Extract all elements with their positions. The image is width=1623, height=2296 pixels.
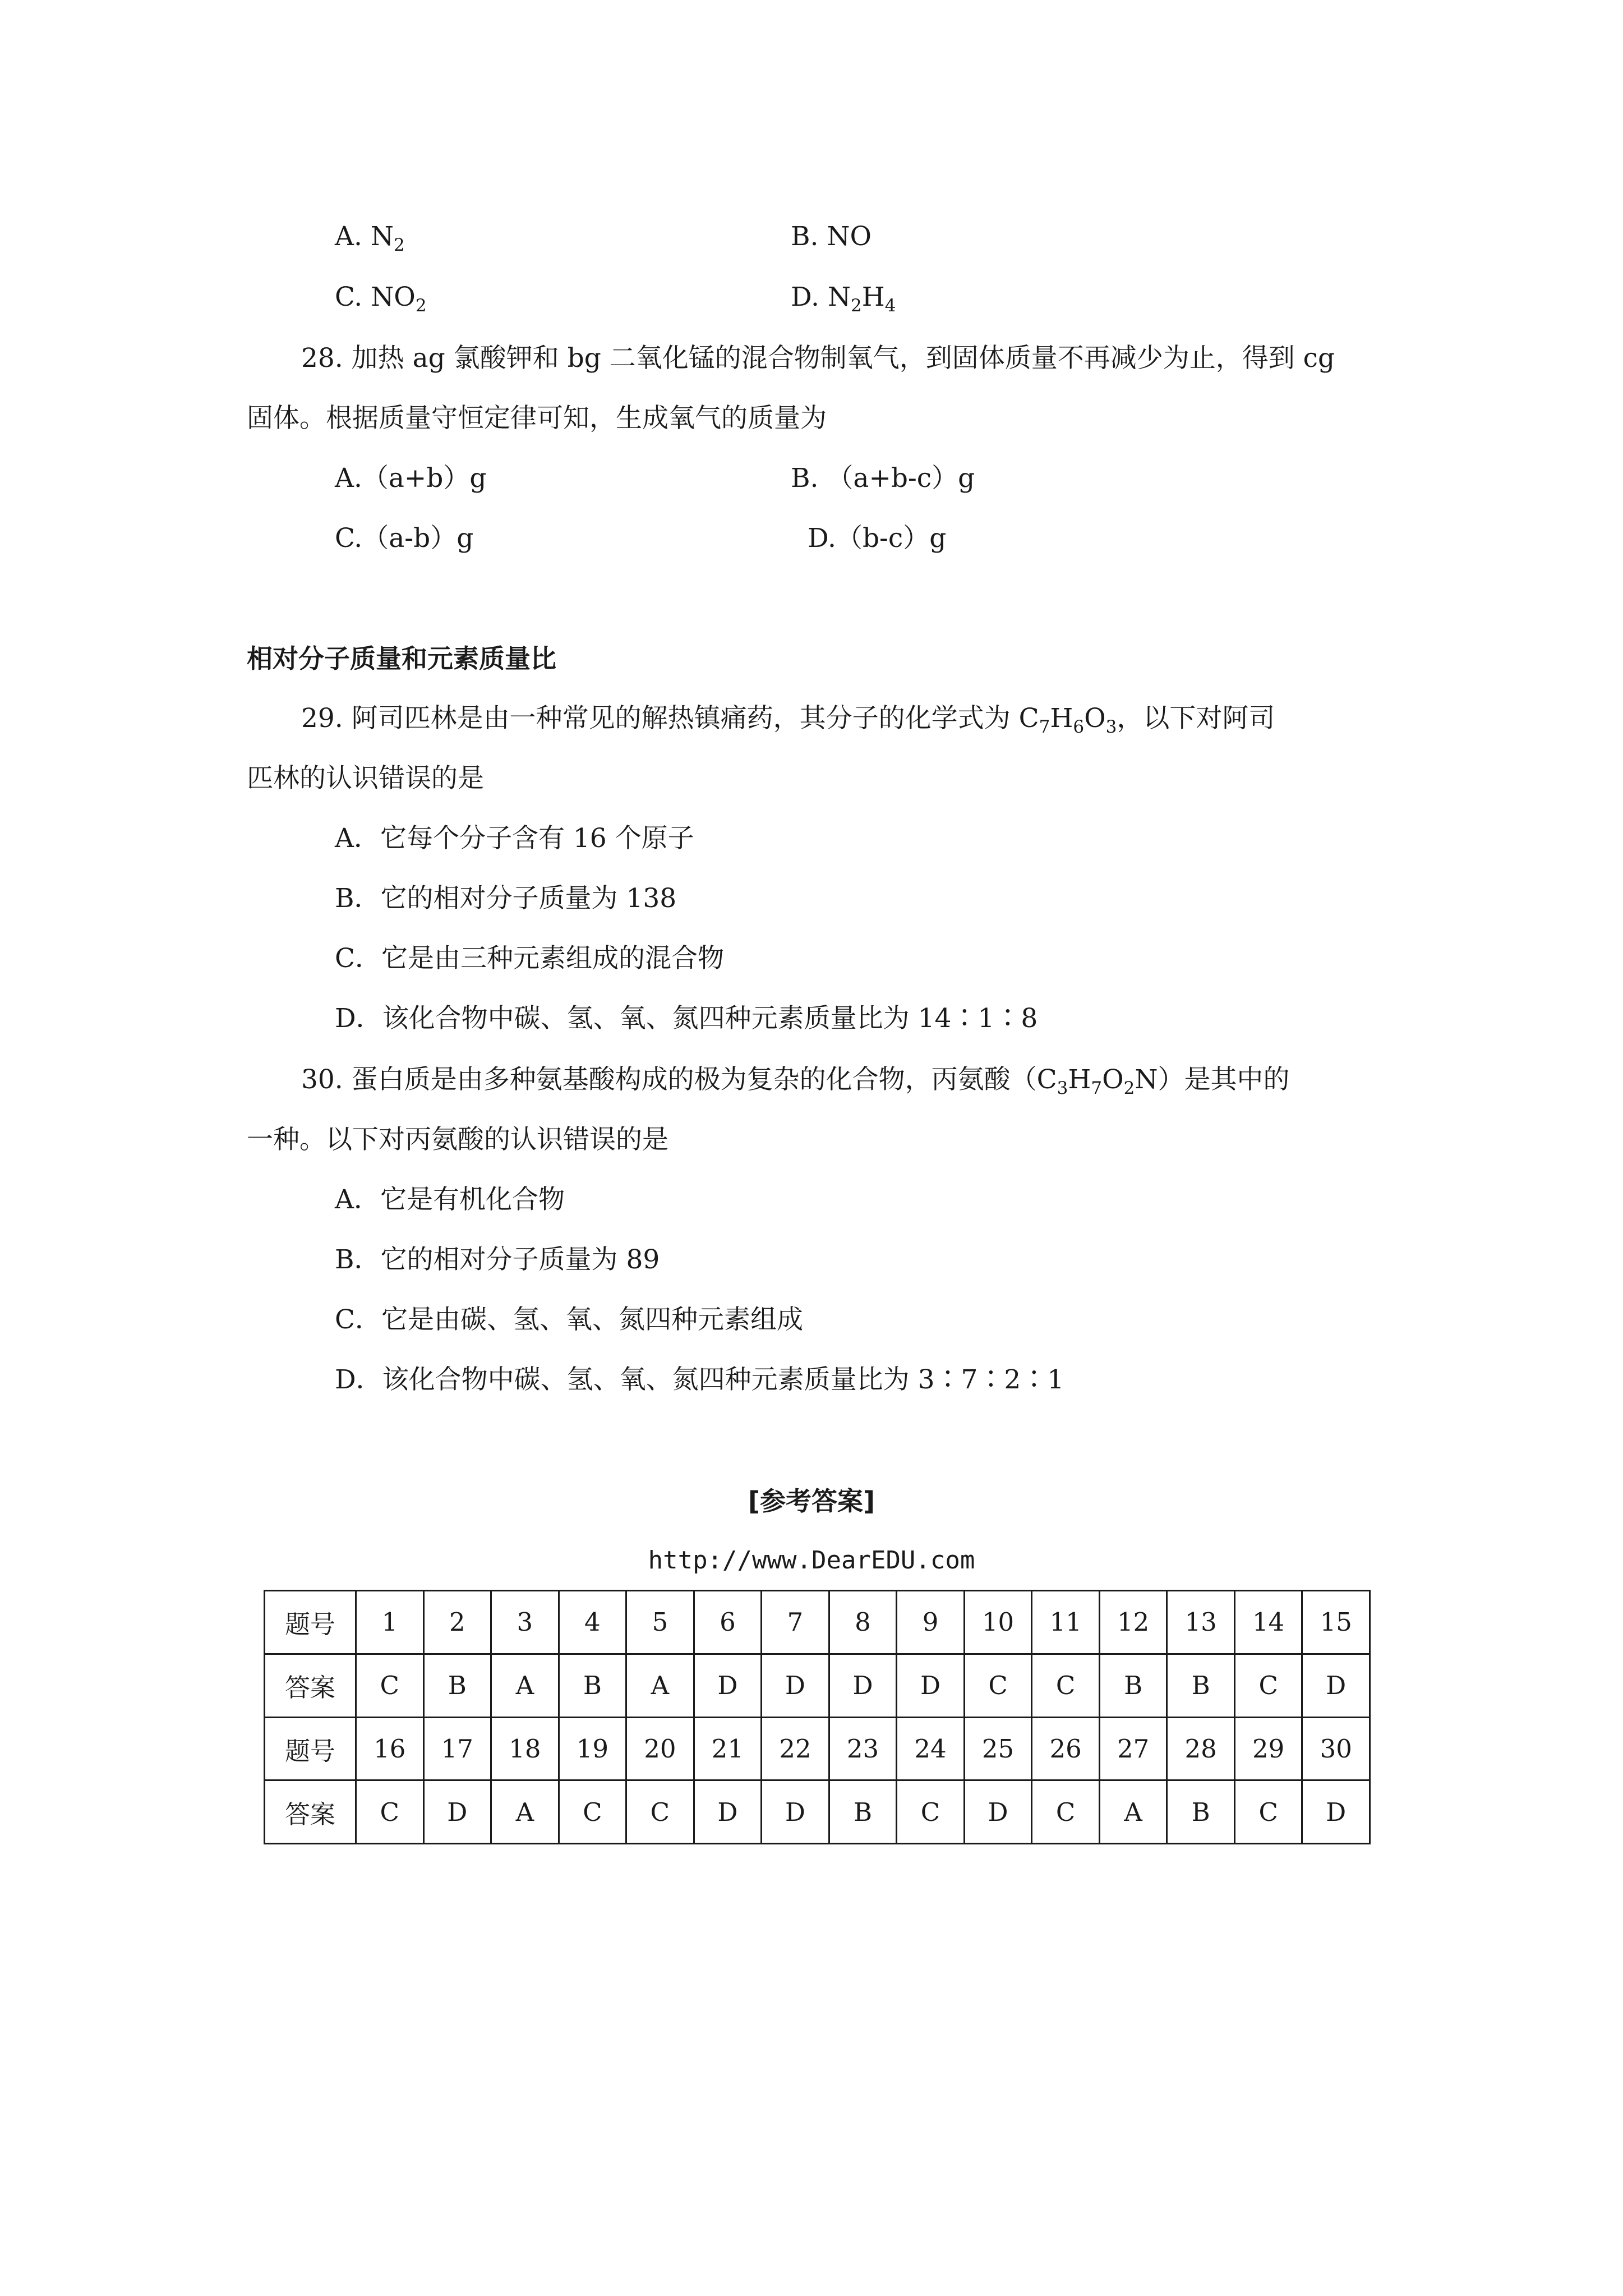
answer-cell: A: [1099, 1780, 1167, 1844]
question-number: 25: [964, 1717, 1032, 1780]
answer-cell: C: [1032, 1654, 1100, 1717]
q28-option-b: B. （a+b-c）g: [791, 463, 975, 494]
source-url: http://www.DearEDU.com: [648, 1546, 975, 1575]
q27-option-d: D. $N_2H_4$: [791, 282, 896, 316]
question-number: 17: [423, 1717, 491, 1780]
question-number: 19: [559, 1717, 626, 1780]
q29-stem-line2: 匹林的认识错误的是: [247, 763, 484, 794]
answer-cell: C: [356, 1654, 424, 1717]
table-row: [265, 1654, 1370, 1717]
question-number: 8: [829, 1591, 897, 1654]
answer-cell: D: [829, 1654, 897, 1717]
answer-cell: B: [423, 1654, 491, 1717]
answer-cell: C: [356, 1780, 424, 1844]
answer-cell: B: [1167, 1654, 1235, 1717]
question-number: 13: [1167, 1591, 1235, 1654]
answer-cell: B: [829, 1780, 897, 1844]
question-number: 12: [1099, 1591, 1167, 1654]
answer-cell: D: [964, 1780, 1032, 1844]
question-number: 4: [559, 1591, 626, 1654]
question-number: 18: [491, 1717, 559, 1780]
q30-option-d: D．该化合物中碳、氢、氧、氮四种元素质量比为 3∶7∶2∶1: [335, 1364, 1064, 1395]
answer-cell: C: [1234, 1780, 1302, 1844]
question-number: 20: [626, 1717, 694, 1780]
answer-cell: B: [559, 1654, 626, 1717]
question-number: 26: [1032, 1717, 1100, 1780]
q27-option-c: C. $NO_2$: [335, 282, 427, 316]
q30-stem-line1: 30. 蛋白质是由多种氨基酸构成的极为复杂的化合物，丙氨酸$(C_3H_7O_2N)$是其中的: [301, 1064, 1290, 1098]
answer-cell: D: [1302, 1780, 1370, 1844]
q27-option-a: A. $N_2$: [335, 221, 405, 255]
question-number: 11: [1032, 1591, 1100, 1654]
answer-cell: D: [423, 1780, 491, 1844]
q29-option-c: C．它是由三种元素组成的混合物: [335, 943, 724, 974]
answer-cell: B: [1167, 1780, 1235, 1844]
q30-stem-line2: 一种。以下对丙氨酸的认识错误的是: [247, 1124, 668, 1155]
answer-cell: D: [1302, 1654, 1370, 1717]
q29-option-a: A．它每个分子含有 16 个原子: [335, 823, 694, 854]
q29-option-b: B．它的相对分子质量为 138: [335, 883, 677, 914]
answer-cell: D: [762, 1780, 829, 1844]
q29-stem-line1: 29. 阿司匹林是由一种常见的解热镇痛药，其分子的化学式为 $C_7H_6O_3$，以下对阿司: [301, 703, 1275, 737]
answer-cell: C: [964, 1654, 1032, 1717]
answer-table: [264, 1590, 1371, 1844]
answer-label: 答案: [265, 1780, 356, 1844]
question-number: 23: [829, 1717, 897, 1780]
answer-title: [参考答案]: [748, 1486, 875, 1516]
question-number: 16: [356, 1717, 424, 1780]
answer-cell: C: [1032, 1780, 1100, 1844]
q28-option-d: D.（b-c）g: [808, 523, 947, 554]
question-number: 10: [964, 1591, 1032, 1654]
q28-stem-line2: 固体。根据质量守恒定律可知，生成氧气的质量为: [247, 403, 827, 434]
q30-option-a: A．它是有机化合物: [335, 1184, 565, 1215]
answer-cell: C: [1234, 1654, 1302, 1717]
question-number: 24: [897, 1717, 965, 1780]
question-number: 28: [1167, 1717, 1235, 1780]
question-number: 7: [762, 1591, 829, 1654]
table-row: [265, 1591, 1370, 1654]
q28-option-c: C.（a-b）g: [335, 523, 474, 554]
answer-cell: D: [694, 1780, 762, 1844]
number-label: 题号: [265, 1591, 356, 1654]
answer-cell: A: [491, 1654, 559, 1717]
q28-option-a: A.（a+b）g: [335, 463, 487, 494]
answer-cell: C: [626, 1780, 694, 1844]
q30-option-c: C．它是由碳、氢、氧、氮四种元素组成: [335, 1304, 803, 1335]
question-number: 2: [423, 1591, 491, 1654]
question-number: 21: [694, 1717, 762, 1780]
number-label: 题号: [265, 1717, 356, 1780]
answer-cell: A: [491, 1780, 559, 1844]
answer-cell: C: [559, 1780, 626, 1844]
question-number: 3: [491, 1591, 559, 1654]
answer-cell: A: [626, 1654, 694, 1717]
answer-cell: D: [694, 1654, 762, 1717]
question-number: 14: [1234, 1591, 1302, 1654]
table-row: [265, 1780, 1370, 1844]
answer-cell: C: [897, 1780, 965, 1844]
question-number: 9: [897, 1591, 965, 1654]
question-number: 29: [1234, 1717, 1302, 1780]
question-number: 27: [1099, 1717, 1167, 1780]
table-row: [265, 1717, 1370, 1780]
answer-cell: D: [762, 1654, 829, 1717]
answer-cell: B: [1099, 1654, 1167, 1717]
question-number: 22: [762, 1717, 829, 1780]
answer-cell: D: [897, 1654, 965, 1717]
q27-option-b: B. NO: [791, 221, 872, 252]
question-number: 5: [626, 1591, 694, 1654]
q28-stem-line1: 28. 加热 ag 氯酸钾和 bg 二氧化锰的混合物制氧气，到固体质量不再减少为止，得到 cg: [301, 343, 1335, 374]
question-number: 1: [356, 1591, 424, 1654]
question-number: 15: [1302, 1591, 1370, 1654]
section-heading: 相对分子质量和元素质量比: [247, 643, 556, 674]
answer-label: 答案: [265, 1654, 356, 1717]
q29-option-d: D．该化合物中碳、氢、氧、氮四种元素质量比为 14∶1∶8: [335, 1003, 1038, 1034]
question-number: 6: [694, 1591, 762, 1654]
q30-option-b: B．它的相对分子质量为 89: [335, 1244, 660, 1275]
question-number: 30: [1302, 1717, 1370, 1780]
